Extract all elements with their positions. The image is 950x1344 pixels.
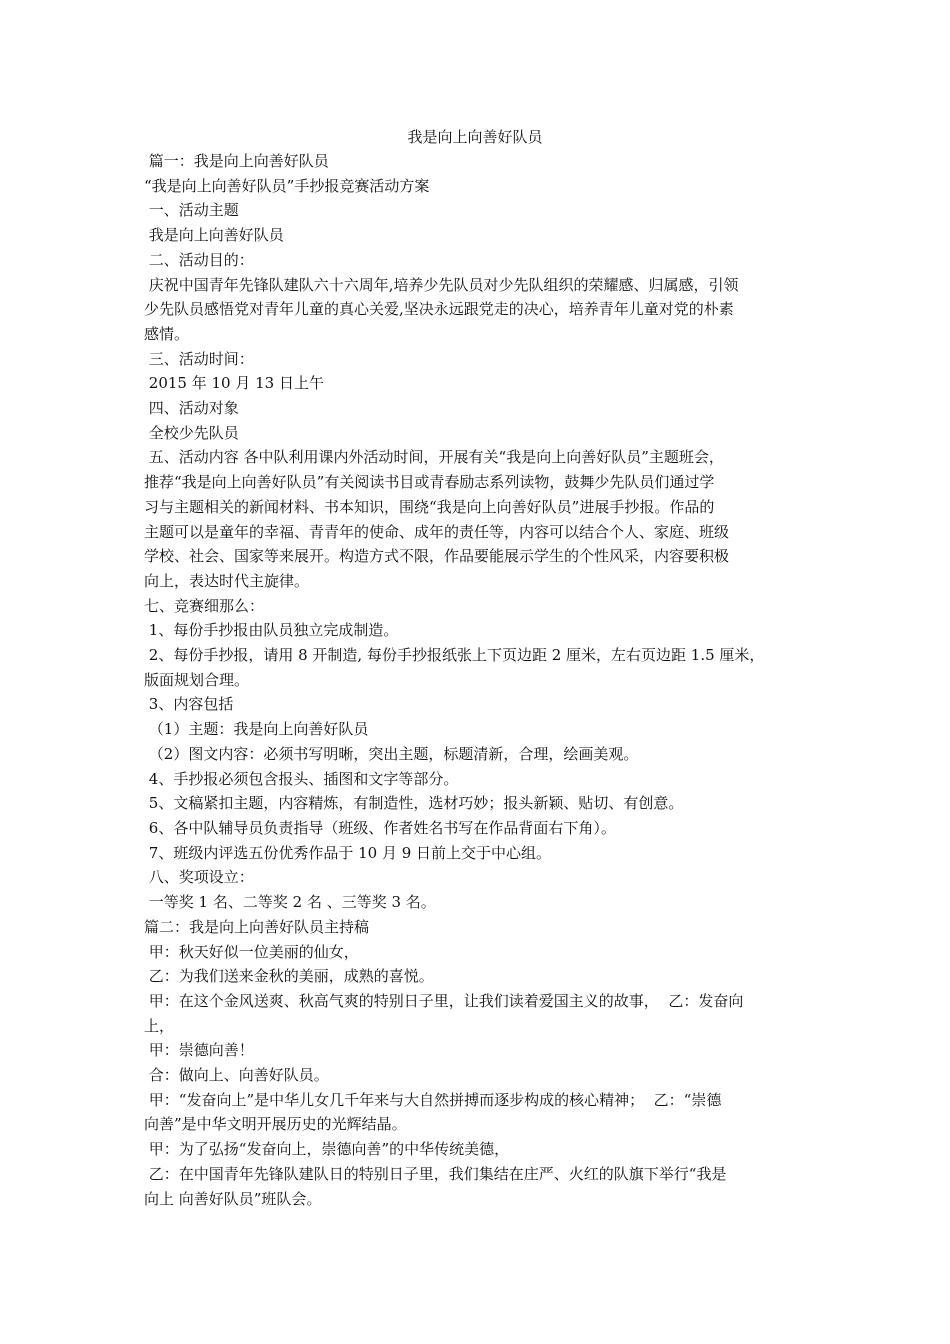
text-line: 五、活动内容 各中队利用课内外活动时间，开展有关“我是向上向善好队员”主题班会， [144, 448, 724, 467]
text-line: 四、活动对象 [144, 399, 239, 418]
text-line: 乙：在中国青年先锋队建队日的特别日子里，我们集结在庄严、火红的队旗下举行“我是 [144, 1164, 727, 1183]
text-line: 一等奖 1 名、二等奖 2 名 、三等奖 3 名。 [144, 893, 436, 912]
text-line: 篇二：我是向上向善好队员主持稿 [144, 917, 370, 936]
text-line: 少先队员感悟党对青年儿童的真心关爱,坚决永远跟党走的决心，培养青年儿童对党的朴素 [144, 300, 734, 319]
text-line: 乙：为我们送来金秋的美丽，成熟的喜悦。 [144, 967, 434, 986]
text-line: 2015 年 10 月 13 日上午 [144, 374, 324, 393]
text-line: 向上 向善好队员”班队会。 [144, 1189, 322, 1208]
text-line: 6、各中队辅导员负责指导（班级、作者姓名书写在作品背面右下角）。 [144, 818, 616, 837]
text-line: 主题可以是童年的幸福、青青年的使命、成年的责任等，内容可以结合个人、家庭、班级 [144, 522, 730, 541]
text-line: 我是向上向善好队员 [144, 226, 284, 245]
text-line: 合：做向上、向善好队员。 [144, 1066, 329, 1085]
text-line: 感情。 [144, 324, 190, 343]
text-line: 全校少先队员 [144, 423, 239, 442]
text-line: 甲：崇德向善！ [144, 1041, 254, 1060]
text-line: “我是向上向善好队员”手抄报竞赛活动方案 [144, 176, 430, 195]
text-line: 3、内容包括 [144, 695, 234, 714]
text-line: 7、班级内评选五份优秀作品于 10 月 9 日前上交于中心组。 [144, 843, 552, 862]
text-line: 甲：为了弘扬“发奋向上，崇德向善”的中华传统美德， [144, 1140, 510, 1159]
text-line: 1、每份手抄报由队员独立完成制造。 [144, 621, 399, 640]
text-line: 2、每份手抄报，请用 8 开制造, 每份手抄报纸张上下页边距 2 厘米，左右页边距 1.5 厘米， [144, 646, 765, 665]
text-line: 学校、社会、国家等来展开。构造方式不限，作品要能展示学生的个性风采，内容要积极 [144, 547, 730, 566]
text-line: 4、手抄报必须包含报头、插图和文字等部分。 [144, 769, 459, 788]
document-body [144, 149, 816, 1211]
text-line: 三、活动时间： [144, 349, 254, 368]
text-line: 向上，表达时代主旋律。 [144, 571, 310, 590]
text-line: 甲：在这个金风送爽、秋高气爽的特别日子里，让我们读着爱国主义的故事， 乙：发奋向 [144, 991, 744, 1010]
text-line: 5、文稿紧扣主题，内容精炼，有制造性，选材巧妙；报头新颖、贴切、有创意。 [144, 794, 684, 813]
text-line: 版面规划合理。 [144, 670, 250, 689]
text-line: 二、活动目的： [144, 250, 254, 269]
text-line: 推荐“我是向上向善好队员”有关阅读书目或青春励志系列读物，鼓舞少先队员们通过学 [144, 473, 715, 492]
text-line: 甲：“发奋向上”是中华儿女几千年来与大自然拼搏而逐步构成的核心精神； 乙：“崇德 [144, 1090, 722, 1109]
text-line: 庆祝中国青年先锋队建队六十六周年,培养少先队员对少先队组织的荣耀感、归属感，引领 [144, 275, 739, 294]
text-line: 七、竞赛细那么： [144, 596, 265, 615]
text-line: 篇一：我是向上向善好队员 [144, 152, 329, 170]
text-line: （1）主题：我是向上向善好队员 [144, 720, 369, 739]
document-title: 我是向上向善好队员 [407, 128, 543, 146]
text-line: 习与主题相关的新闻材料、书本知识，围绕“我是向上向善好队员”进展手抄报。作品的 [144, 497, 715, 516]
text-line: 甲：秋天好似一位美丽的仙女， [144, 942, 359, 961]
text-line: （2）图文内容：必须书写明晰，突出主题，标题清新，合理，绘画美观。 [144, 744, 639, 763]
text-line: 八、奖项设立： [144, 868, 254, 887]
text-line: 向善”是中华文明开展历史的光辉结晶。 [144, 1115, 407, 1134]
text-line: 上， [144, 1016, 175, 1035]
text-line: 一、活动主题 [144, 201, 239, 220]
